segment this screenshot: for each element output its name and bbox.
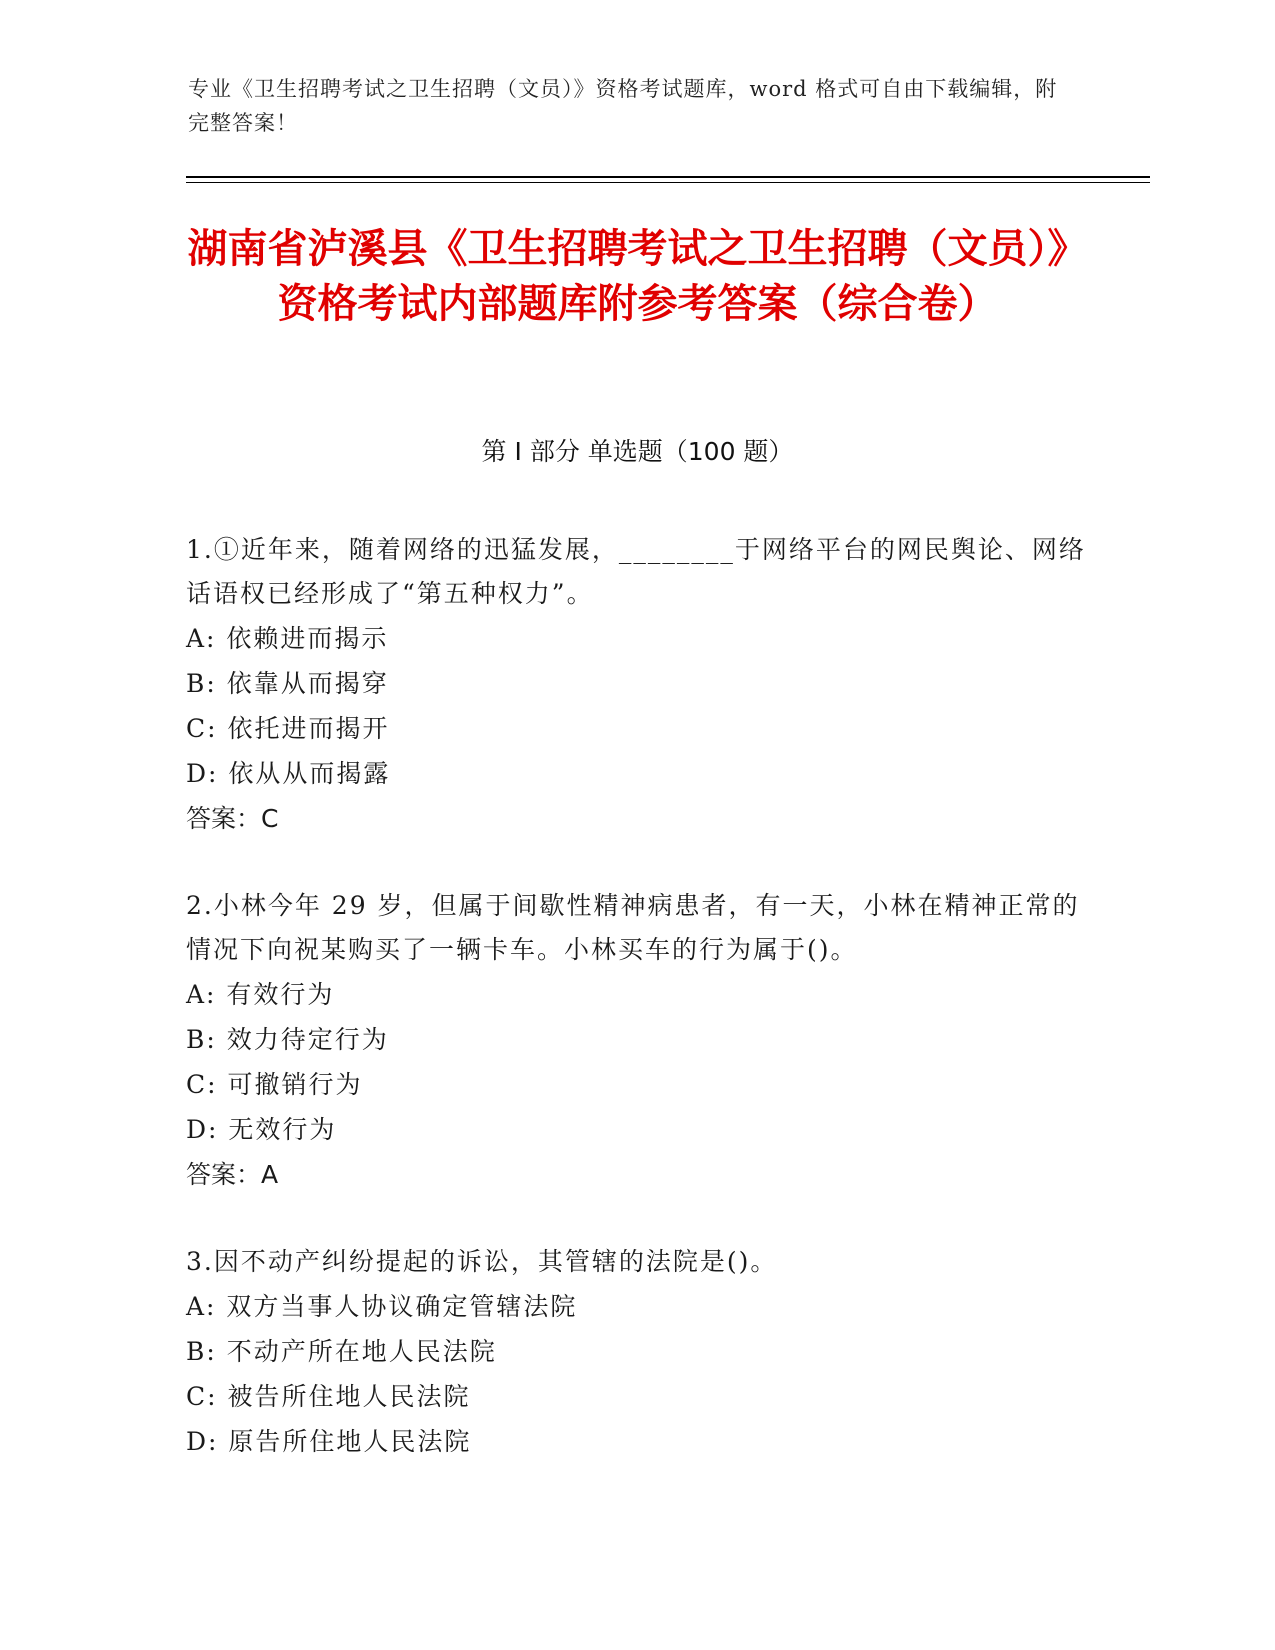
option-b: B: 不动产所在地人民法院 <box>186 1337 497 1366</box>
question-stem: 3.因不动产纠纷提起的诉讼，其管辖的法院是()。 <box>186 1247 778 1276</box>
answer: 答案：A <box>186 1160 279 1189</box>
question-stem: 2.小林今年 29 岁，但属于间歇性精神病患者，有一天，小林在精神正常的情况下向祝某购买了一辆卡车。小林买车的行为属于()。 <box>186 891 1080 964</box>
option-c: C: 可撤销行为 <box>186 1070 363 1099</box>
question-3 <box>186 1240 1086 1464</box>
header-note: 专业《卫生招聘考试之卫生招聘（文员）》资格考试题库，word 格式可自由下载编辑，附完整答案！ <box>188 77 1058 135</box>
question-2 <box>186 884 1086 1198</box>
option-a: A: 依赖进而揭示 <box>186 624 389 653</box>
option-c: C: 依托进而揭开 <box>186 714 390 743</box>
question-stem: 1.①近年来，随着网络的迅猛发展，________于网络平台的网民舆论、网络话语权已经形成了“第五种权力”。 <box>186 535 1086 608</box>
option-c: C: 被告所住地人民法院 <box>186 1382 471 1411</box>
option-d: D: 原告所住地人民法院 <box>186 1427 472 1456</box>
header-rule-thick <box>186 176 1150 178</box>
question-list <box>186 528 1086 1506</box>
option-a: A: 双方当事人协议确定管辖法院 <box>186 1292 578 1321</box>
option-b: B: 效力待定行为 <box>186 1025 389 1054</box>
option-d: D: 依从从而揭露 <box>186 759 391 788</box>
section-title: 第 I 部分 单选题（100 题） <box>481 437 794 466</box>
header-rule-thin <box>186 182 1150 183</box>
answer: 答案：C <box>186 804 279 833</box>
document-title: 湖南省泸溪县《卫生招聘考试之卫生招聘（文员）》资格考试内部题库附参考答案（综合卷） <box>187 226 1088 327</box>
option-a: A: 有效行为 <box>186 980 335 1009</box>
question-1 <box>186 528 1086 842</box>
option-d: D: 无效行为 <box>186 1115 337 1144</box>
option-b: B: 依靠从而揭穿 <box>186 669 389 698</box>
